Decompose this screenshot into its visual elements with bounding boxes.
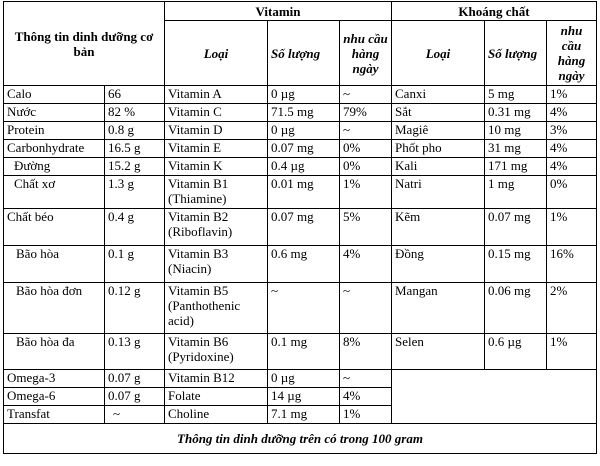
mineral-amount-cell: 0.07 mg <box>485 209 547 246</box>
vitamin-name-cell: Vitamin B1 (Thiamine) <box>165 176 268 209</box>
basic-value-cell: 15.2 g <box>105 158 165 176</box>
vitamin-name-cell: Vitamin B3 (Niacin) <box>165 246 268 283</box>
basic-name-cell: Chất xơ <box>4 176 105 209</box>
mineral-daily-cell: 4% <box>547 140 597 158</box>
table-caption: Thông tin dinh dưỡng trên có trong 100 gram <box>4 424 597 454</box>
table-row <box>4 122 597 140</box>
vitamin-daily-cell: 5% <box>340 209 392 246</box>
basic-name-cell: Transfat <box>4 406 105 424</box>
vitamin-name-cell: Vitamin C <box>165 104 268 122</box>
basic-value-cell: 0.07 g <box>105 370 165 388</box>
basic-value-cell: 0.4 g <box>105 209 165 246</box>
vitamin-amount-cell: 0 µg <box>268 122 340 140</box>
basic-name-cell: Nước <box>4 104 105 122</box>
vitamin-amount-cell: 0.1 mg <box>268 334 340 370</box>
mineral-daily-cell: 1% <box>547 209 597 246</box>
mineral-amount-cell: 171 mg <box>485 158 547 176</box>
vitamin-daily-cell: 4% <box>340 388 392 406</box>
group-header-row <box>4 2 597 21</box>
mineral-daily-cell: 1% <box>547 334 597 370</box>
mineral-name-cell: Magiê <box>392 122 485 140</box>
vitamin-amount-cell: 0.6 mg <box>268 246 340 283</box>
vitamin-daily-cell: ~ <box>340 122 392 140</box>
mineral-name-cell: Phốt pho <box>392 140 485 158</box>
basic-value-cell: 0.07 g <box>105 388 165 406</box>
basic-name-cell: Bão hòa đa <box>4 334 105 370</box>
mineral-header: Khoáng chất <box>392 2 597 21</box>
table-row <box>4 246 597 283</box>
mineral-amount-cell: 0.06 mg <box>485 283 547 334</box>
vitamin-amount-cell: ~ <box>268 283 340 334</box>
mineral-daily-cell: 1% <box>547 86 597 104</box>
mineral-daily-cell: 16% <box>547 246 597 283</box>
vitamin-daily-cell: 79% <box>340 104 392 122</box>
basic-name-cell: Đường <box>4 158 105 176</box>
table-row <box>4 86 597 104</box>
mineral-name-cell: Mangan <box>392 283 485 334</box>
mineral-amount-cell: 0.6 µg <box>485 334 547 370</box>
table-row <box>4 140 597 158</box>
table-row <box>4 176 597 209</box>
vitamin-name-cell: Vitamin B6 (Pyridoxine) <box>165 334 268 370</box>
vitamin-daily-cell: ~ <box>340 370 392 388</box>
vitamin-daily-cell: 1% <box>340 176 392 209</box>
vitamin-type-header: Loại <box>165 21 268 86</box>
mineral-daily-cell: 0% <box>547 176 597 209</box>
caption-row <box>4 424 597 454</box>
vitamin-amount-cell: 0.01 mg <box>268 176 340 209</box>
basic-nutrition-header: Thông tin dinh dưỡng cơ bản <box>4 2 165 86</box>
mineral-daily-cell: 4% <box>547 158 597 176</box>
vitamin-amount-cell: 0 µg <box>268 370 340 388</box>
basic-name-cell: Chất béo <box>4 209 105 246</box>
basic-value-cell: ~ <box>105 406 165 424</box>
vitamin-daily-cell: 1% <box>340 406 392 424</box>
basic-name-cell: Bão hòa <box>4 246 105 283</box>
mineral-name-cell: Kẽm <box>392 209 485 246</box>
basic-name-cell: Omega-6 <box>4 388 105 406</box>
basic-value-cell: 82 % <box>105 104 165 122</box>
basic-value-cell: 0.8 g <box>105 122 165 140</box>
vitamin-daily-cell: 8% <box>340 334 392 370</box>
mineral-daily-cell: 2% <box>547 283 597 334</box>
vitamin-daily-cell: 0% <box>340 140 392 158</box>
mineral-name-cell: Sắt <box>392 104 485 122</box>
vitamin-amount-cell: 0.4 µg <box>268 158 340 176</box>
table-row <box>4 158 597 176</box>
basic-value-cell: 1.3 g <box>105 176 165 209</box>
vitamin-amount-cell: 0.07 mg <box>268 209 340 246</box>
table-row <box>4 370 597 388</box>
mineral-amount-cell: 31 mg <box>485 140 547 158</box>
basic-value-cell: 0.1 g <box>105 246 165 283</box>
mineral-name-cell: Selen <box>392 334 485 370</box>
nutrition-table <box>3 1 597 454</box>
vitamin-name-cell: Vitamin B2 (Riboflavin) <box>165 209 268 246</box>
basic-name-cell: Protein <box>4 122 105 140</box>
basic-value-cell: 0.13 g <box>105 334 165 370</box>
vitamin-daily-cell: ~ <box>340 283 392 334</box>
vitamin-name-cell: Choline <box>165 406 268 424</box>
mineral-daily-cell: 4% <box>547 104 597 122</box>
vitamin-daily-cell: 4% <box>340 246 392 283</box>
mineral-amount-cell: 5 mg <box>485 86 547 104</box>
mineral-amount-cell: 1 mg <box>485 176 547 209</box>
vitamin-daily-cell: 0% <box>340 158 392 176</box>
vitamin-daily-cell: ~ <box>340 86 392 104</box>
vitamin-name-cell: Vitamin E <box>165 140 268 158</box>
vitamin-amount-cell: 0.07 mg <box>268 140 340 158</box>
basic-value-cell: 16.5 g <box>105 140 165 158</box>
table-row <box>4 334 597 370</box>
mineral-name-cell: Kali <box>392 158 485 176</box>
vitamin-name-cell: Vitamin B12 <box>165 370 268 388</box>
table-row <box>4 209 597 246</box>
basic-name-cell: Bão hòa đơn <box>4 283 105 334</box>
vitamin-name-cell: Folate <box>165 388 268 406</box>
basic-name-cell: Calo <box>4 86 105 104</box>
vitamin-daily-header: nhu cầu hàng ngày <box>340 21 392 86</box>
vitamin-name-cell: Vitamin A <box>165 86 268 104</box>
basic-value-cell: 0.12 g <box>105 283 165 334</box>
table-row <box>4 283 597 334</box>
mineral-name-cell: Natri <box>392 176 485 209</box>
mineral-amount-cell: 0.15 mg <box>485 246 547 283</box>
basic-name-cell: Omega-3 <box>4 370 105 388</box>
vitamin-amount-header: Số lượng <box>268 21 340 86</box>
vitamin-amount-cell: 14 µg <box>268 388 340 406</box>
vitamin-amount-cell: 0 µg <box>268 86 340 104</box>
vitamin-header: Vitamin <box>165 2 392 21</box>
basic-name-cell: Carbonhydrate <box>4 140 105 158</box>
table-row <box>4 104 597 122</box>
mineral-daily-header: nhu cầu hàng ngày <box>547 21 597 86</box>
mineral-name-cell: Đồng <box>392 246 485 283</box>
vitamin-name-cell: Vitamin D <box>165 122 268 140</box>
basic-value-cell: 66 <box>105 86 165 104</box>
mineral-name-cell: Canxi <box>392 86 485 104</box>
empty-mineral-area <box>392 370 597 424</box>
mineral-amount-cell: 10 mg <box>485 122 547 140</box>
vitamin-name-cell: Vitamin B5 (Panthothenic acid) <box>165 283 268 334</box>
vitamin-amount-cell: 7.1 mg <box>268 406 340 424</box>
mineral-daily-cell: 3% <box>547 122 597 140</box>
mineral-amount-header: Số lượng <box>485 21 547 86</box>
vitamin-name-cell: Vitamin K <box>165 158 268 176</box>
mineral-amount-cell: 0.31 mg <box>485 104 547 122</box>
mineral-type-header: Loại <box>392 21 485 86</box>
vitamin-amount-cell: 71.5 mg <box>268 104 340 122</box>
